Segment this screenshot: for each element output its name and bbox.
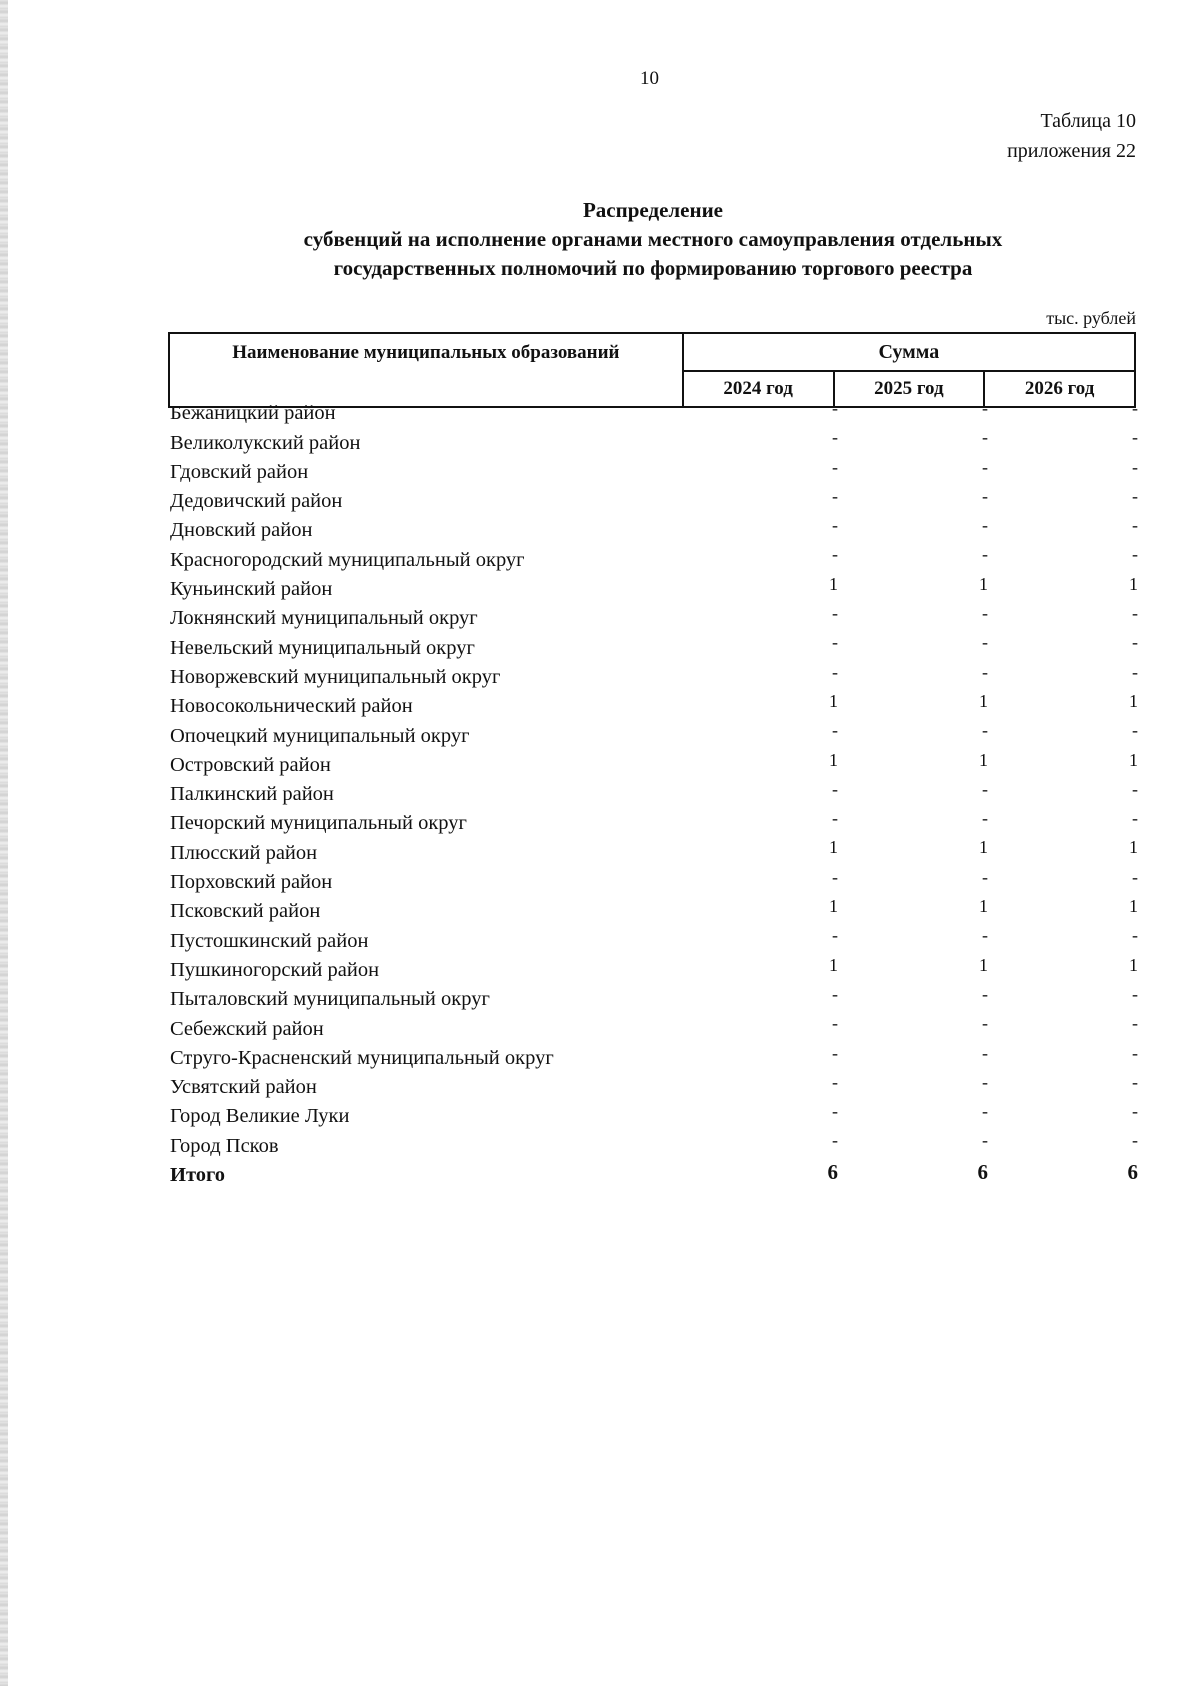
municipality-name: Палкинский район [170, 783, 334, 806]
municipality-name: Дедовичский район [170, 490, 343, 513]
amount-value: - [1132, 983, 1138, 1004]
table-row [170, 1131, 1138, 1160]
municipality-name: Город Великие Луки [170, 1105, 350, 1128]
amount-value: - [1132, 866, 1138, 887]
table-row [170, 487, 1138, 516]
table-row [170, 1102, 1138, 1131]
amount-value: 1 [829, 573, 838, 594]
amount-value: - [1132, 661, 1138, 682]
municipality-name: Красногородский муниципальный округ [170, 548, 525, 571]
amount-value: 1 [1129, 954, 1138, 975]
table-row [170, 633, 1138, 662]
title-line-1: Распределение [582, 198, 724, 222]
table-row [170, 516, 1138, 545]
amount-value: - [982, 1130, 988, 1151]
amount-value: 1 [979, 573, 988, 594]
amount-value: - [832, 544, 838, 565]
amount-value: 1 [979, 749, 988, 770]
table-row [170, 663, 1138, 692]
amount-value: - [1132, 1013, 1138, 1034]
amount-value: 1 [829, 749, 838, 770]
amount-value: - [832, 661, 838, 682]
municipality-name: Гдовский район [170, 460, 309, 483]
table-row [170, 692, 1138, 721]
table-row [170, 868, 1138, 897]
amount-value: - [1132, 1071, 1138, 1092]
amount-value: - [982, 661, 988, 682]
municipality-name: Пушкиногорский район [170, 958, 380, 981]
table-row [170, 428, 1138, 457]
amount-value: - [832, 632, 838, 653]
amount-value: - [832, 1101, 838, 1122]
total-value: 6 [977, 1159, 988, 1184]
table-row [170, 985, 1138, 1014]
column-header-year: 2025 год [834, 371, 985, 407]
amount-value: 1 [1129, 573, 1138, 594]
amount-value: 1 [979, 954, 988, 975]
amount-value: - [832, 485, 838, 506]
municipality-name: Печорский муниципальный округ [170, 812, 467, 835]
municipality-name: Опочецкий муниципальный округ [170, 724, 470, 747]
amount-value: - [982, 925, 988, 946]
municipality-name: Бежаницкий район [170, 402, 336, 425]
amount-value: - [832, 925, 838, 946]
municipality-name: Невельский муниципальный округ [170, 636, 475, 659]
scan-edge-artifact [0, 0, 8, 1686]
total-label: Итого [170, 1164, 226, 1187]
amount-value: - [832, 398, 838, 418]
amount-value: - [982, 515, 988, 536]
amount-value: - [1132, 778, 1138, 799]
amount-value: - [982, 427, 988, 448]
amount-value: - [1132, 1101, 1138, 1122]
amount-value: - [1132, 544, 1138, 565]
amount-value: - [982, 778, 988, 799]
amount-value: - [982, 544, 988, 565]
municipality-name: Псковский район [170, 900, 321, 923]
amount-value: - [1132, 1130, 1138, 1151]
amount-value: - [982, 983, 988, 1004]
table-row [170, 780, 1138, 809]
document-title [170, 196, 1136, 283]
municipality-name: Новосокольнический район [170, 695, 413, 718]
amount-value: 1 [979, 896, 988, 917]
table-row [170, 604, 1138, 633]
amount-value: - [982, 398, 988, 418]
amount-value: - [832, 427, 838, 448]
table-row [170, 545, 1138, 574]
amount-value: 1 [829, 896, 838, 917]
municipality-name: Новоржевский муниципальный округ [170, 665, 501, 688]
municipality-name: Куньинский район [170, 578, 333, 601]
title-line-3: государственных полномочий по формированию торгового реестра [333, 256, 973, 280]
amount-value: - [832, 720, 838, 741]
table-row [170, 926, 1138, 955]
amount-value: - [1132, 720, 1138, 741]
amount-value: - [1132, 456, 1138, 477]
amount-value: 1 [829, 837, 838, 858]
amount-value: - [832, 778, 838, 799]
table-row [170, 956, 1138, 985]
amount-value: 1 [979, 837, 988, 858]
municipality-name: Островский район [170, 753, 331, 776]
amount-value: - [832, 983, 838, 1004]
table-reference [1007, 106, 1136, 166]
column-header-year: 2024 год [683, 371, 834, 407]
table-body [170, 399, 1138, 1190]
amount-value: - [982, 1013, 988, 1034]
table-row [170, 721, 1138, 750]
amount-value: - [832, 1130, 838, 1151]
amount-value: - [832, 808, 838, 829]
amount-value: - [1132, 1042, 1138, 1063]
amount-value: - [982, 866, 988, 887]
amount-value: - [832, 456, 838, 477]
municipality-name: Себежский район [170, 1017, 324, 1040]
amount-value: - [982, 1101, 988, 1122]
column-header-year: 2026 год [984, 371, 1135, 407]
table-ref-line-1: Таблица 10 [1040, 110, 1136, 132]
title-line-2: субвенций на исполнение органами местного самоуправления отдельных [303, 227, 1003, 251]
amount-value: 1 [1129, 749, 1138, 770]
amount-value: - [832, 1071, 838, 1092]
amount-value: - [832, 515, 838, 536]
table-row [170, 1073, 1138, 1102]
amount-value: - [1132, 427, 1138, 448]
table-ref-line-2: приложения 22 [1007, 140, 1136, 162]
municipality-name: Дновский район [170, 519, 313, 542]
table-row [170, 1014, 1138, 1043]
amount-value: 1 [979, 690, 988, 711]
amount-value: - [832, 1042, 838, 1063]
table-row [170, 399, 1138, 428]
amount-value: - [832, 1013, 838, 1034]
amount-value: - [982, 485, 988, 506]
table-row [170, 897, 1138, 926]
municipality-name: Великолукский район [170, 431, 361, 454]
amount-value: - [1132, 925, 1138, 946]
amount-value: 1 [829, 954, 838, 975]
amount-value: - [982, 603, 988, 624]
municipality-name: Локнянский муниципальный округ [170, 607, 478, 630]
amount-value: - [1132, 632, 1138, 653]
municipality-name: Пыталовский муниципальный округ [170, 988, 490, 1011]
amount-value: 1 [1129, 896, 1138, 917]
amount-value: - [832, 866, 838, 887]
amount-value: - [1132, 808, 1138, 829]
amount-value: 1 [1129, 837, 1138, 858]
municipality-name: Город Псков [170, 1134, 279, 1157]
municipality-name: Струго-Красненский муниципальный округ [170, 1046, 554, 1069]
amount-value: - [982, 456, 988, 477]
amount-value: - [982, 632, 988, 653]
total-value: 6 [1127, 1159, 1138, 1184]
amount-value: - [1132, 603, 1138, 624]
units-label: тыс. рублей [1046, 308, 1136, 328]
table-row [170, 809, 1138, 838]
column-header-name: Наименование муниципальных образований [169, 333, 683, 407]
amount-value: - [1132, 398, 1138, 418]
amount-value: - [982, 808, 988, 829]
total-value: 6 [827, 1159, 838, 1184]
table-row [170, 838, 1138, 867]
amount-value: 1 [1129, 690, 1138, 711]
municipality-name: Усвятский район [170, 1076, 317, 1099]
amount-value: - [832, 603, 838, 624]
column-header-sum: Сумма [683, 333, 1135, 371]
amount-value: - [1132, 515, 1138, 536]
amount-value: - [982, 1071, 988, 1092]
municipality-name: Порховский район [170, 871, 333, 894]
amount-value: 1 [829, 690, 838, 711]
municipality-name: Пустошкинский район [170, 929, 369, 952]
amount-value: - [982, 1042, 988, 1063]
table-row [170, 1044, 1138, 1073]
table-header [168, 332, 1136, 408]
total-row [170, 1161, 1138, 1190]
table-row [170, 751, 1138, 780]
municipality-name: Плюсский район [170, 841, 318, 864]
table-row [170, 575, 1138, 604]
table-row [170, 458, 1138, 487]
page-number: 10 [640, 68, 659, 89]
amount-value: - [1132, 485, 1138, 506]
amount-value: - [982, 720, 988, 741]
